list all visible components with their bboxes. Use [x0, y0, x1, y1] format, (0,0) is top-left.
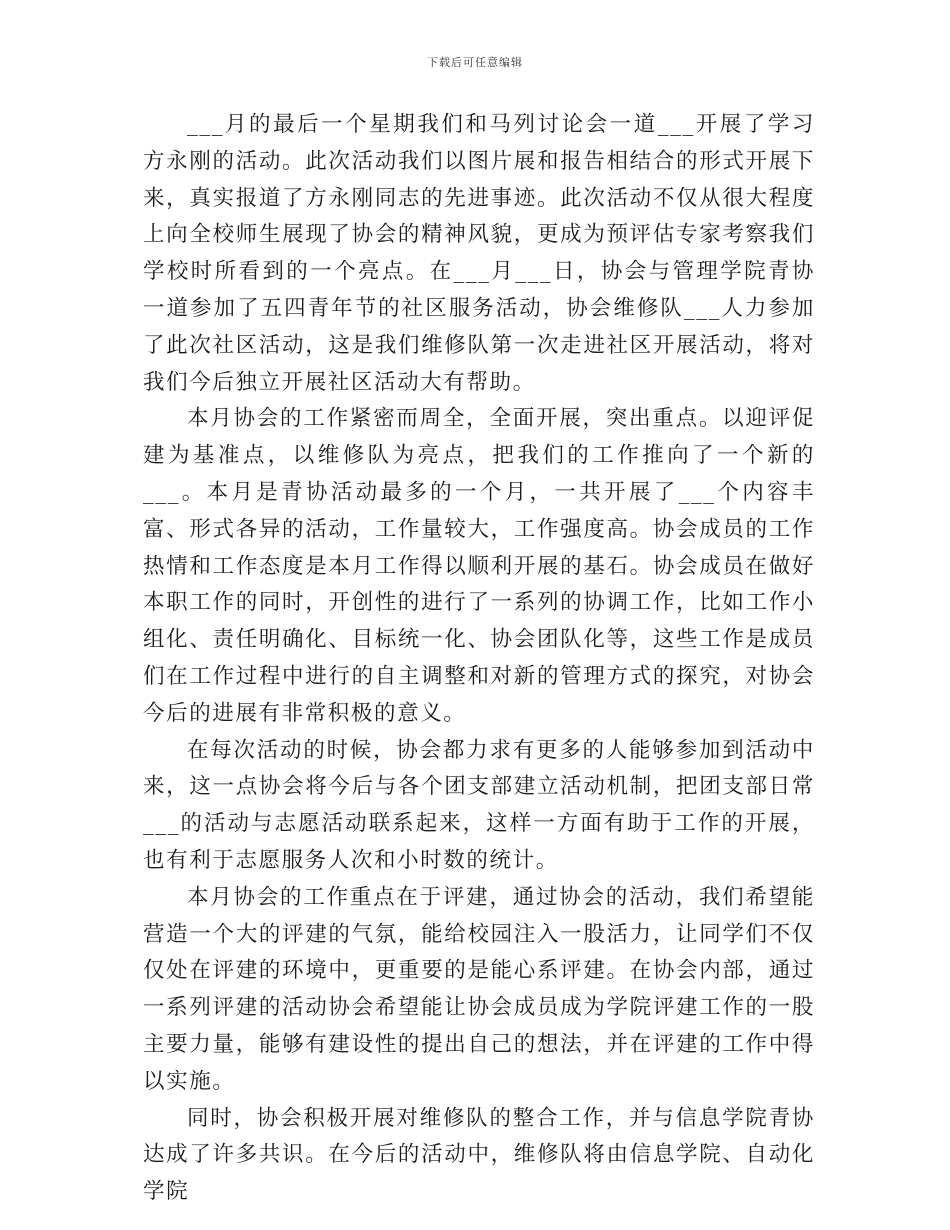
page-header: 下载后可任意编辑	[427, 56, 523, 69]
paragraph: 在每次活动的时候，协会都力求有更多的人能够参加到活动中来，这一点协会将今后与各个团支部建立活动机制，把团支部日常___的活动与志愿活动联系起来，这样一方面有助于工作的开展，也有利于志愿服务人次和小时数的统计。	[143, 737, 815, 873]
paragraph: 本月协会的工作重点在于评建，通过协会的活动，我们希望能营造一个大的评建的气氛，能给校园注入一股活力，让同学们不仅仅处在评建的环境中，更重要的是能心系评建。在协会内部，通过一系列评建的活动协会希望能让协会成员成为学院评建工作的一股主要力量，能够有建设性的提出自己的想法，并在评建的工作中得以实施。	[143, 884, 815, 1094]
document-body	[143, 107, 815, 1211]
paragraph: 同时，协会积极开展对维修队的整合工作，并与信息学院青协达成了许多共识。在今后的活动中，维修队将由信息学院、自动化学院	[143, 1105, 815, 1205]
paragraph: ___月的最后一个星期我们和马列讨论会一道___开展了学习方永刚的活动。此次活动我们以图片展和报告相结合的形式开展下来，真实报道了方永刚同志的先进事迹。此次活动不仅从很大程度上向全校师生展现了协会的精神风貌，更成为预评估专家考察我们学校时所看到的一个亮点。在___月___日，协会与管理学院青协一道参加了五四青年节的社区服务活动，协会维修队___人力参加了此次社区活动，这是我们维修队第一次走进社区开展活动，将对我们今后独立开展社区活动大有帮助。	[143, 112, 815, 395]
paragraph: 本月协会的工作紧密而周全，全面开展，突出重点。以迎评促建为基准点，以维修队为亮点，把我们的工作推向了一个新的___。本月是青协活动最多的一个月，一共开展了___个内容丰富、形式各异的活动，工作量较大，工作强度高。协会成员的工作热情和工作态度是本月工作得以顺利开展的基石。协会成员在做好本职工作的同时，开创性的进行了一系列的协调工作，比如工作小组化、责任明确化、目标统一化、协会团队化等，这些工作是成员们在工作过程中进行的自主调整和对新的管理方式的探究，对协会今后的进展有非常积极的意义。	[143, 406, 815, 726]
